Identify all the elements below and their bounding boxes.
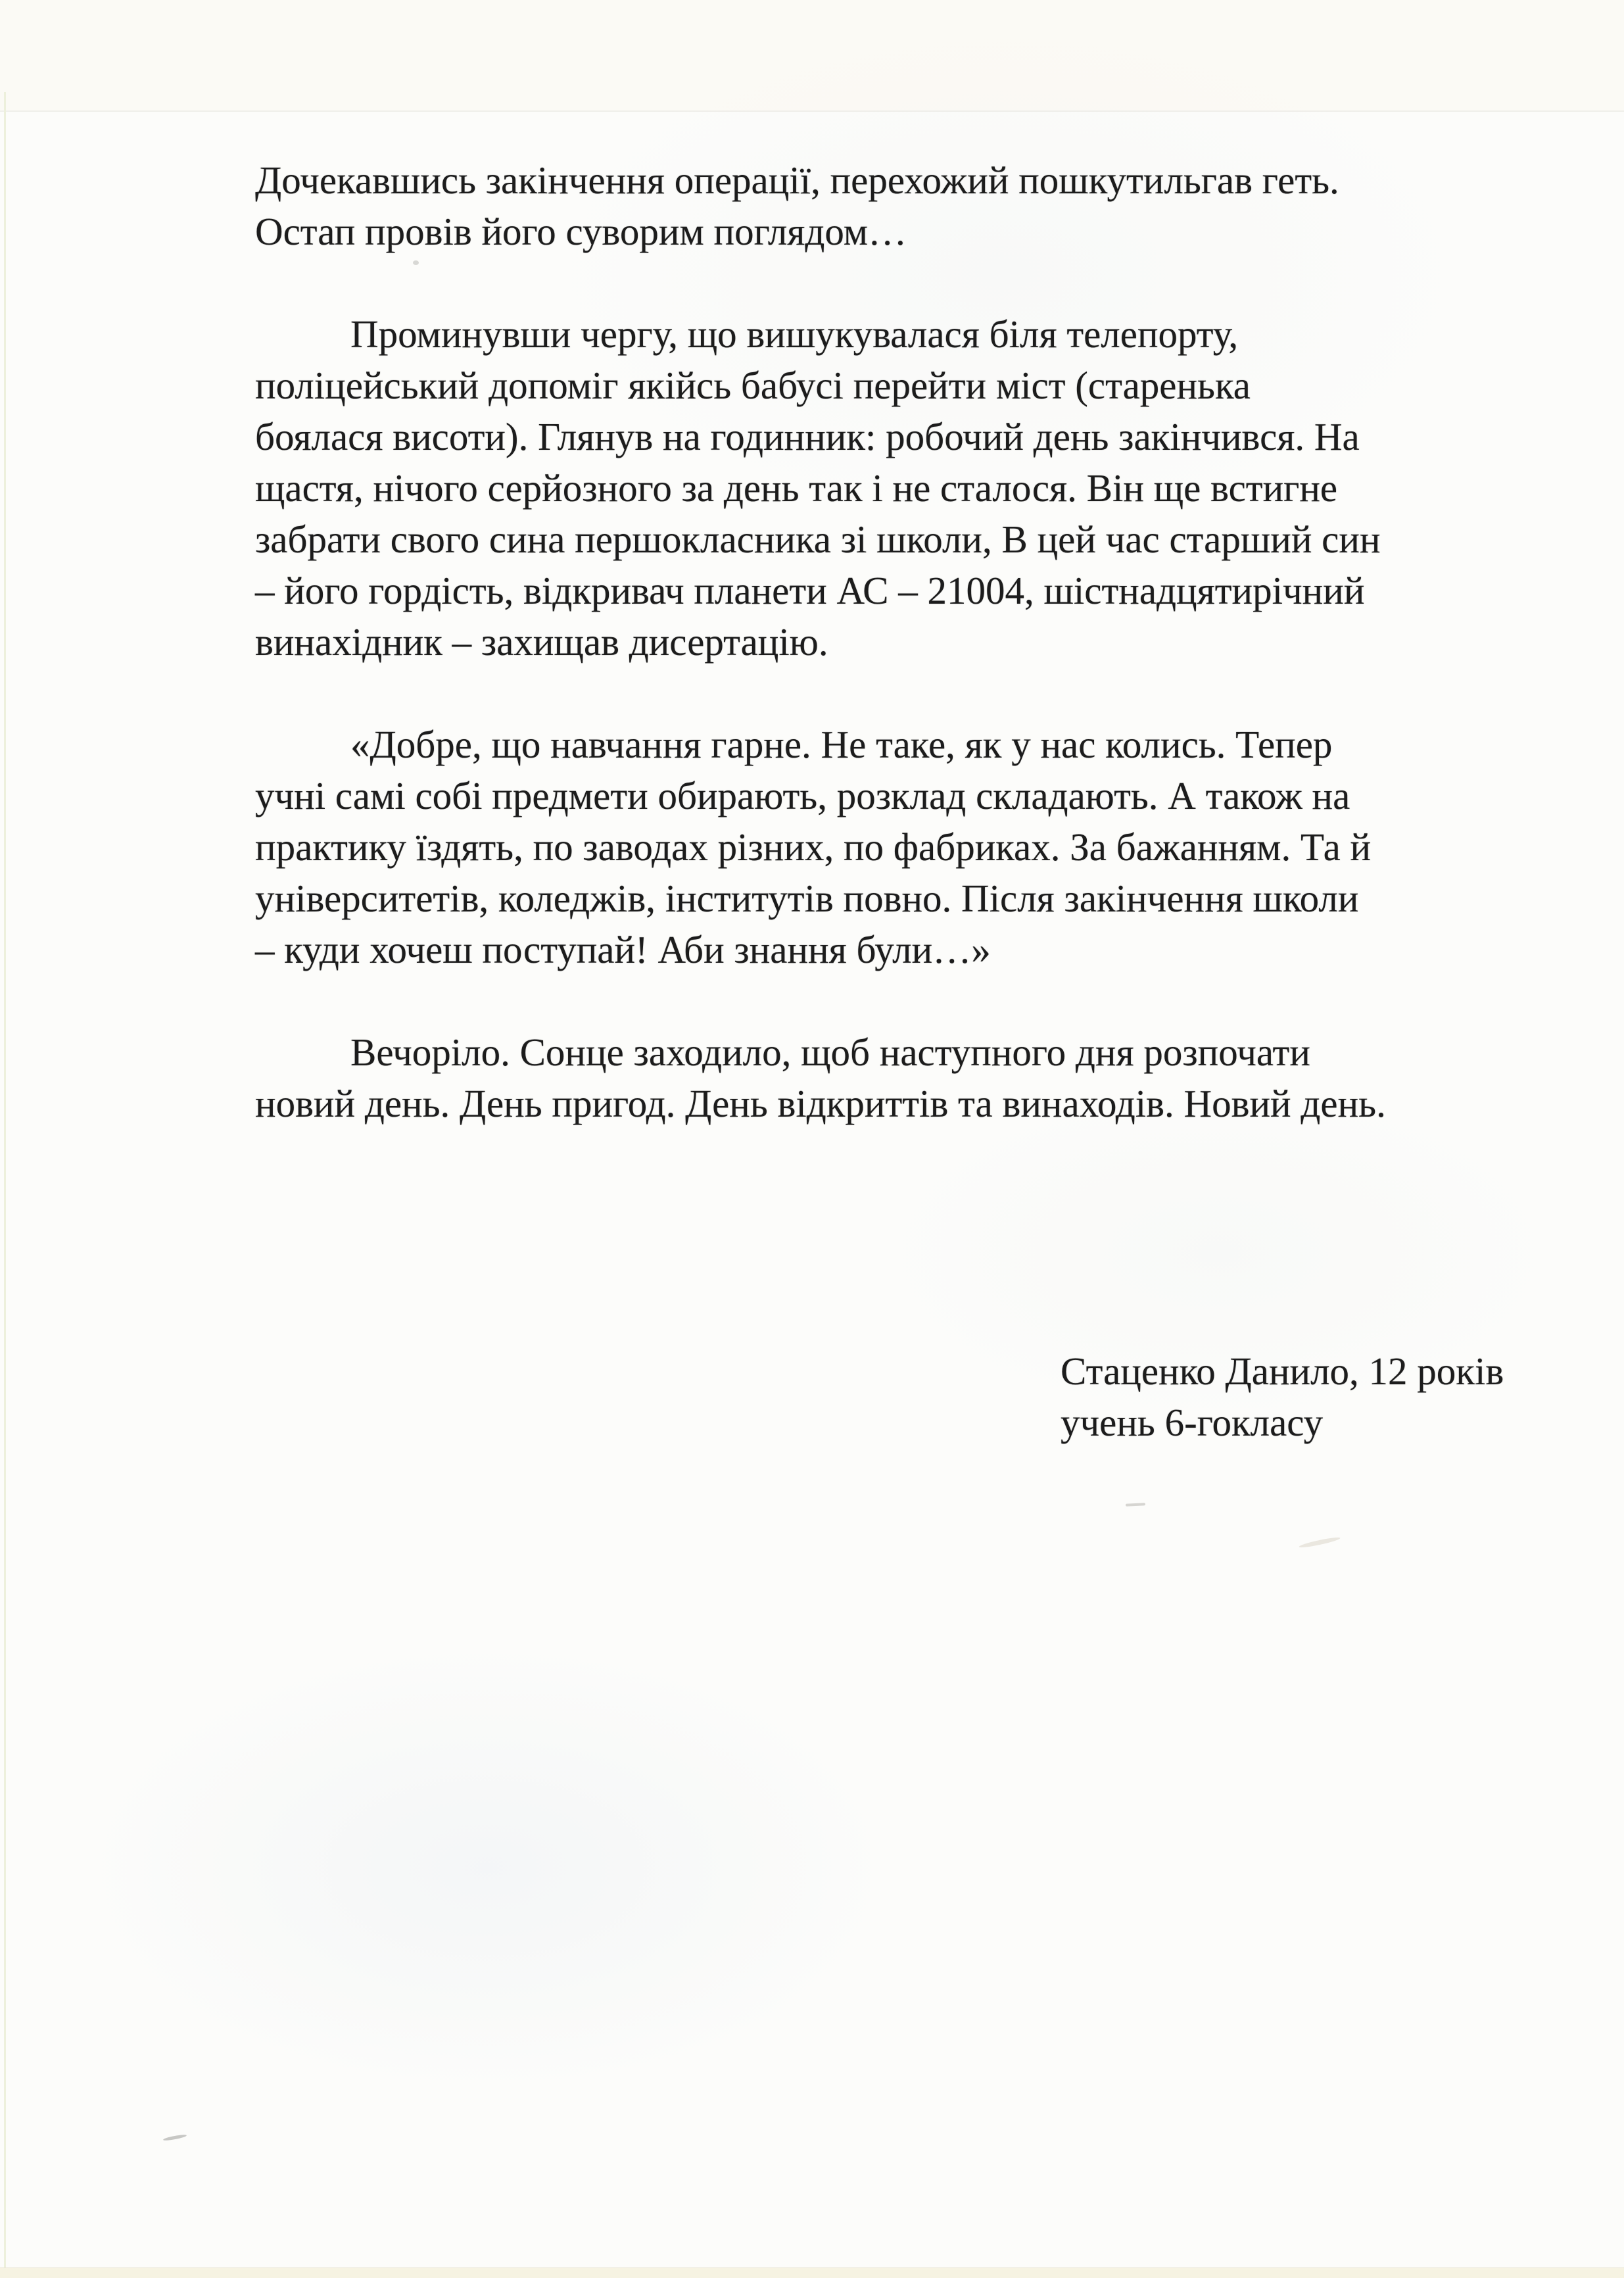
text-line: новий день. День пригод. День відкриттів та винаходів. Новий день. (255, 1082, 1386, 1125)
text-line: Остап провів його суворим поглядом… (255, 210, 907, 253)
scan-left-edge-line (4, 92, 6, 2278)
document-body (255, 155, 1567, 1129)
scan-speck (1126, 1503, 1145, 1507)
signature-class-line: учень 6-гокласу (1061, 1401, 1324, 1444)
paragraph (255, 1027, 1567, 1129)
signature-block (1061, 1345, 1504, 1448)
text-line: практику їздять, по заводах різних, по фабриках. За бажанням. Та й (255, 825, 1372, 869)
text-line: поліцейський допоміг якійсь бабусі перейти міст (старенька (255, 364, 1251, 407)
signature-author-line: Стаценко Данило, 12 років (1061, 1349, 1504, 1393)
text-line: винахідник – захищав дисертацію. (255, 620, 828, 664)
text-line: учні самі собі предмети обирають, розклад складають. А також на (255, 774, 1350, 817)
scan-bottom-edge-strip (0, 2267, 1624, 2278)
text-line: забрати свого сина першокласника зі школи, В цей час старший син (255, 518, 1381, 561)
text-line: щастя, нічого серйозного за день так і не сталося. Він ще встигне (255, 466, 1338, 510)
scan-speck (1299, 1536, 1341, 1549)
paragraph (255, 155, 1567, 257)
text-line: Дочекавшись закінчення операції, перехожий пошкутильгав геть. (255, 158, 1339, 202)
scan-speck (163, 2134, 187, 2141)
text-line: університетів, коледжів, інститутів повно. Після закінчення школи (255, 877, 1359, 920)
text-line: – його гордість, відкривач планети АС – 21004, шістнадцятирічний (255, 569, 1365, 612)
text-line: боялася висоти). Глянув на годинник: робочий день закінчився. На (255, 415, 1360, 458)
text-line: «Добре, що навчання гарне. Не таке, як у нас колись. Тепер (350, 723, 1333, 766)
text-line: Проминувши чергу, що вишукувалася біля телепорту, (350, 312, 1239, 356)
paragraph (255, 308, 1567, 667)
text-line: Вечоріло. Сонце заходило, щоб наступного дня розпочати (350, 1030, 1310, 1074)
text-line: – куди хочеш поступай! Аби знання були…» (255, 928, 991, 971)
paragraph (255, 719, 1567, 975)
scan-top-edge-band (0, 0, 1624, 112)
